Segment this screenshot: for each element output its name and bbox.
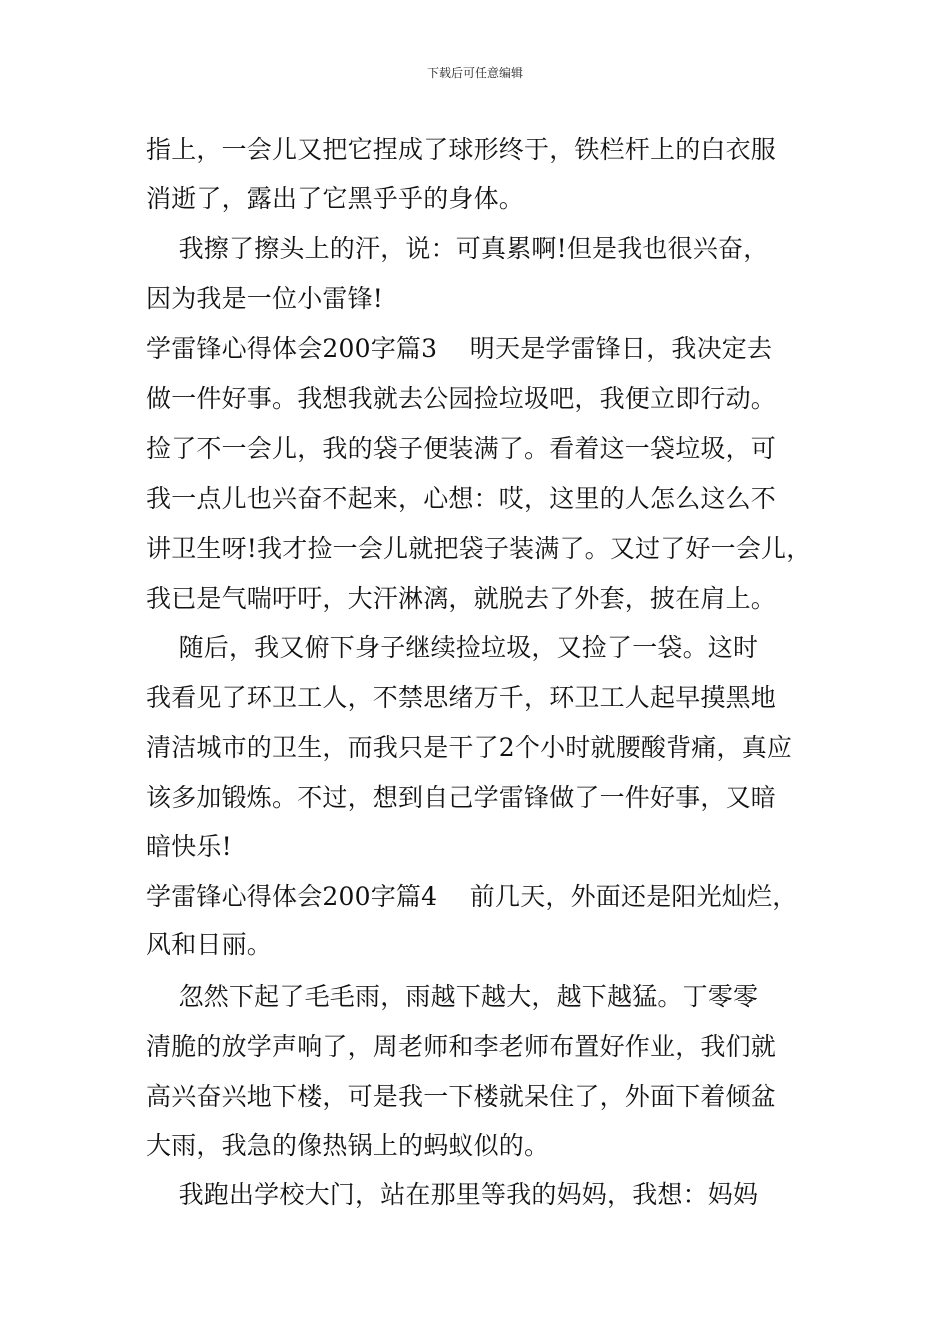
text-line: 大雨，我急的像热锅上的蚂蚁似的。 <box>146 1131 550 1160</box>
text-line: 高兴奋兴地下楼，可是我一下楼就呆住了，外面下着倾盆 <box>146 1082 777 1111</box>
text-line: 指上，一会儿又把它捏成了球形终于，铁栏杆上的白衣服 <box>146 135 777 164</box>
text-line: 我看见了环卫工人，不禁思绪万千，环卫工人起早摸黑地 <box>146 683 777 712</box>
text-line: 清脆的放学声响了，周老师和李老师布置好作业，我们就 <box>146 1032 777 1061</box>
text-line: 风和日丽。 <box>146 930 273 959</box>
text-line: 清洁城市的卫生，而我只是干了2个小时就腰酸背痛，真应 <box>146 733 793 762</box>
text-line: 我擦了擦头上的汗，说：可真累啊!但是我也很兴奋， <box>146 234 769 263</box>
text-line: 随后，我又俯下身子继续捡垃圾，又捡了一袋。这时 <box>146 633 759 662</box>
section-heading-line: 学雷锋心得体会200字篇4 前几天，外面还是阳光灿烂， <box>146 882 798 911</box>
text-line: 捡了不一会儿，我的袋子便装满了。看着这一袋垃圾，可 <box>146 434 777 463</box>
text-line: 讲卫生呀!我才捡一会儿就把袋子装满了。又过了好一会儿， <box>146 534 812 563</box>
text-line: 因为我是一位小雷锋! <box>146 284 384 313</box>
text-line: 我已是气喘吁吁，大汗淋漓，就脱去了外套，披在肩上。 <box>146 584 777 613</box>
text-line: 暗快乐! <box>146 832 232 861</box>
text-line: 消逝了，露出了它黑乎乎的身体。 <box>146 184 525 213</box>
text-line: 做一件好事。我想我就去公园捡垃圾吧，我便立即行动。 <box>146 384 777 413</box>
text-line: 我跑出学校大门，站在那里等我的妈妈，我想：妈妈 <box>146 1180 759 1209</box>
page-header: 下载后可任意编辑 <box>426 66 523 80</box>
text-line: 我一点儿也兴奋不起来，心想：哎，这里的人怎么这么不 <box>146 484 777 513</box>
section-heading-line: 学雷锋心得体会200字篇3 明天是学雷锋日，我决定去 <box>146 334 773 363</box>
text-line: 该多加锻炼。不过，想到自己学雷锋做了一件好事，又暗 <box>146 783 777 812</box>
text-line: 忽然下起了毛毛雨，雨越下越大，越下越猛。丁零零 <box>146 982 759 1011</box>
